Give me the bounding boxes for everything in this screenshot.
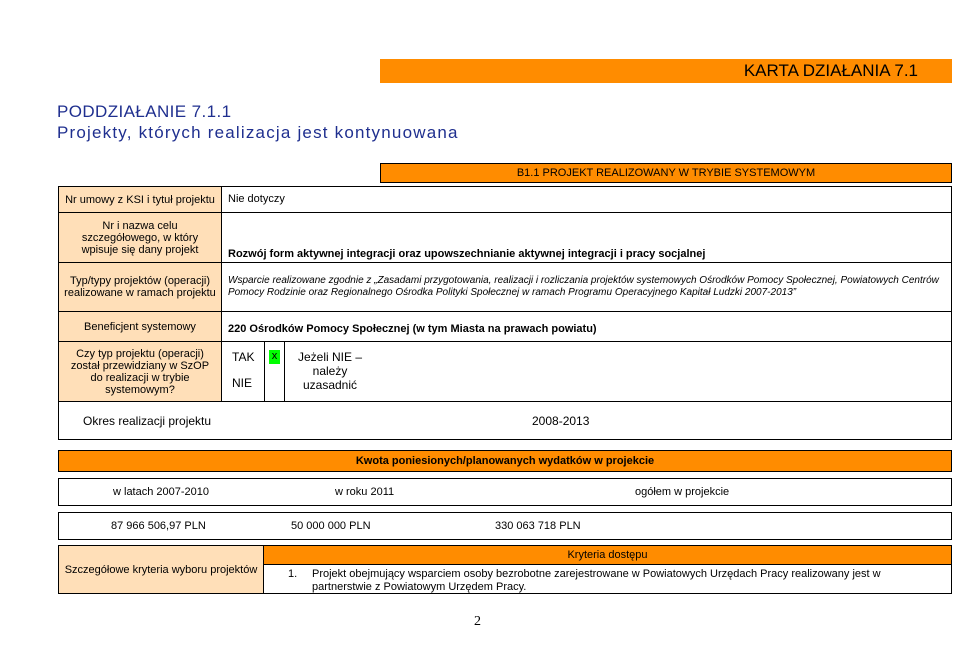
budget-columns: [58, 478, 952, 506]
okres-value: 2008-2013: [532, 414, 590, 428]
podzialanie-title: PODDZIAŁANIE 7.1.1: [57, 102, 232, 121]
podzialanie-subtitle: Projekty, których realizacja jest kontynuowana: [57, 123, 459, 142]
section-b1-header: B1.1 PROJEKT REALIZOWANY W TRYBIE SYSTEMOWYM: [380, 163, 952, 183]
tak-option: TAK: [232, 350, 255, 364]
kryteria-cell: [263, 545, 952, 594]
budget-col-total: ogółem w projekcie: [635, 486, 730, 498]
typ-value: Wsparcie realizowane zgodnie z „Zasadami przygotowania, realizacji i rozliczania projektów systemowych Ośrodków Pomocy Społecznej, Powiatowych Centrów Pomocy Rodzinie oraz Regionalnego Ośrodka Polityki Społecznej w ramach Programu Operacyjnego Kapitał Ludzki 2007-2013”: [221, 262, 952, 312]
umowa-value: Nie dotyczy: [221, 186, 952, 213]
budget-col-2007-2010: w latach 2007-2010: [113, 486, 210, 498]
beneficjent-value: 220 Ośrodków Pomocy Społecznej (w tym Miasta na prawach powiatu): [221, 311, 952, 342]
jezeli-text: Jeżeli NIE – należy uzasadnić: [297, 350, 363, 392]
kryteria-item-number: 1.: [288, 568, 298, 580]
tak-nie-cell: [221, 341, 265, 402]
tak-checkmark: x: [269, 350, 280, 364]
karta-title: KARTA DZIAŁANIA 7.1: [743, 61, 918, 80]
typ-label: Typ/typy projektów (operacji) realizowane w ramach projektu: [58, 262, 222, 312]
budget-val-total: 330 063 718 PLN: [495, 520, 581, 532]
kryteria-dostepu-heading: Kryteria dostępu: [264, 546, 951, 565]
karta-banner: [380, 59, 952, 83]
budget-values: [58, 512, 952, 540]
budget-val-2007-2010: 87 966 506,97 PLN: [111, 520, 206, 532]
budget-val-2011: 50 000 000 PLN: [291, 520, 371, 532]
budget-heading: Kwota poniesionych/planowanych wydatków w projekcie: [58, 450, 952, 472]
okres-row: [58, 401, 952, 440]
kryteria-item-text: Projekt obejmujący wsparciem osoby bezrobotne zarejestrowane w Powiatowych Urzędach Pracy realizowany jest w partnerstwie z Powiatowym Urzędem Pracy.: [312, 568, 881, 593]
beneficjent-label: Beneficjent systemowy: [58, 311, 222, 342]
cel-cell: [221, 212, 952, 263]
okres-label: Okres realizacji projektu: [83, 414, 212, 428]
szop-label: Czy typ projektu (operacji) został przewidziany w SzOP do realizacji w trybie systemowym?: [58, 341, 222, 402]
uzasadnienie-cell: [284, 341, 952, 402]
cel-value: Rozwój form aktywnej integracji oraz upowszechnianie aktywnej integracji i pracy socjalnej: [228, 248, 706, 260]
umowa-label: Nr umowy z KSI i tytuł projektu: [58, 186, 222, 213]
budget-col-2011: w roku 2011: [335, 486, 395, 498]
nie-option: NIE: [232, 376, 253, 390]
kryteria-label: Szczegółowe kryteria wyboru projektów: [58, 545, 264, 594]
page-number: 2: [474, 614, 481, 629]
selection-cell: [264, 341, 285, 402]
cel-label: Nr i nazwa celu szczegółowego, w który wpisuje się dany projekt: [58, 212, 222, 263]
